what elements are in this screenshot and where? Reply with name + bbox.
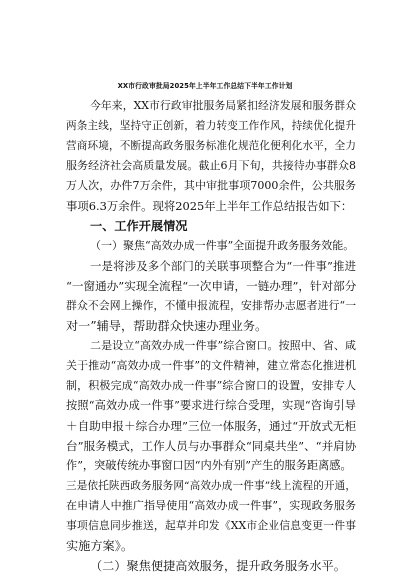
body-line: 万人次，办件7万余件，其中审批事项7000余件，公共服务 [66,179,356,192]
body-line: 关于推动“高效办成一件事”的文件精神，建立常态化推进机 [66,359,356,372]
body-line: 作”，突破传统办事窗口因“内外有别”产生的服务距离感。 [66,459,352,472]
body-line: 营商环境，不断提高政务服务标准化规范化便利化水平，全力 [66,140,356,152]
body-line: 两条主线，坚持守正创新，着力转变工作作风，持续优化提升 [66,120,356,132]
body-line: 今年来，XX市行政审批服务局紧扣经济发展和服务群众 [90,99,356,112]
body-line: 实施方案》。 [66,539,134,553]
body-line: 按照“高效办成一件事”要求进行综合受理，实现“咨询引导 [66,399,356,412]
body-line: 事项信息同步推送，起草并印发《XX市企业信息变更一件事 [66,519,356,532]
body-line: 二是设立“高效办成一件事”综合窗口。按照中、省、咸 [90,339,356,352]
subsection-heading: （一）聚焦“高效办成一件事”全面提升政务服务效能。 [90,239,355,252]
body-line: ＋自助申报＋综合办理”三位一体服务，通过“开放式无柜 [66,419,357,433]
body-line: 服务经济社会高质量发展。截止6月下旬，共接待办事群众8 [66,159,356,172]
document-title: XX市行政审批局2025年上半年工作总结下半年工作计划 [117,82,293,90]
body-line: 一是将涉及多个部门的关联事项整合为“一件事”推进 [90,259,356,273]
body-line: 台”服务模式，工作人员与办事群众“同桌共坐”、“并肩协 [66,439,357,453]
body-line: 在申请人中推广指导使用“高效办成一件事”，实现政务服务 [66,499,356,512]
body-line: 三是依托陕西政务服务网“高效办成一件事”线上流程的开通， [66,480,356,492]
body-line: “一窗通办”实现全流程“一次申请，一链办理”，针对部分 [66,279,357,293]
body-line: 制，积极完成“高效办成一件事”综合窗口的设置，安排专人 [66,379,356,392]
body-line: 对一”辅导，帮助群众快速办理业务。 [66,319,268,333]
body-line: 群众不会网上操作，不懂申报流程，安排帮办志愿者进行“一 [66,299,356,312]
subsection-heading: （二）聚焦便捷高效服务，提升政务服务水平。 [90,559,346,573]
body-line: 事项6.3万余件。现将2025年上半年工作总结报告如下： [66,199,353,213]
section-heading: 一、工作开展情况 [90,219,188,233]
